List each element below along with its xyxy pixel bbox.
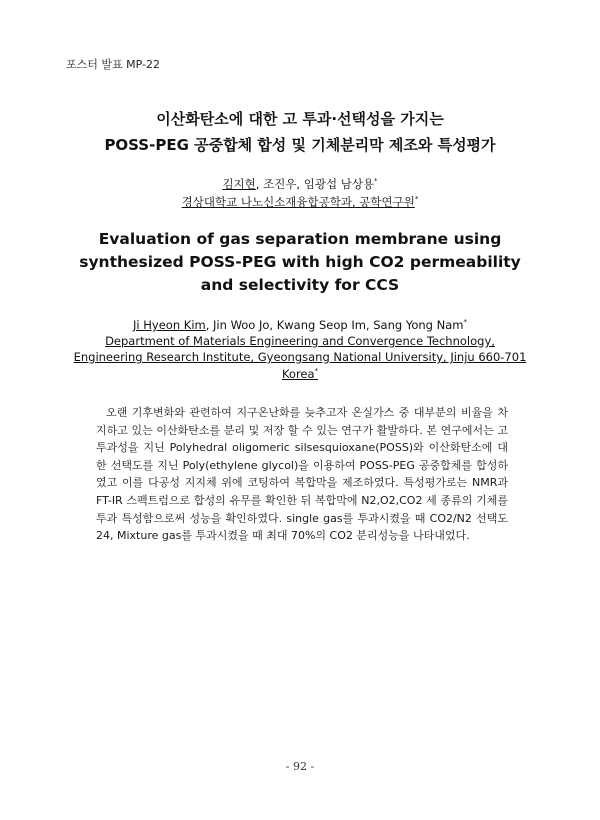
abstract	[96, 404, 508, 545]
english-affiliation-line-2: Engineering Research Institute, Gyeongsang National University, Jinju 660-701	[73, 350, 527, 364]
english-other-authors: , Jin Woo Jo, Kwang Seop Im, Sang Yong Nam	[205, 318, 464, 332]
korean-title-line-2: POSS-PEG 공중합체 합성 및 기체분리막 제조와 특성평가	[104, 136, 496, 154]
english-affiliation-line-3	[0, 367, 600, 381]
korean-first-author: 김지현	[222, 177, 256, 191]
english-first-author: Ji Hyeon Kim	[133, 318, 206, 332]
korean-affiliation-text: 경상대학교 나노신소재융합공학과, 공학연구원	[181, 195, 415, 209]
english-title-line-1: Evaluation of gas separation membrane using	[98, 230, 502, 248]
korean-corresponding-mark: *	[374, 177, 378, 186]
korean-authors	[0, 176, 600, 192]
english-corresponding-mark: *	[463, 318, 467, 327]
english-title-line-3: and selectivity for CCS	[200, 276, 400, 294]
page-number: - 92 -	[285, 760, 315, 773]
korean-affiliation	[0, 194, 600, 210]
session-label: 포스터 발표 MP-22	[66, 58, 160, 71]
korean-title-line-1: 이산화탄소에 대한 고 투과·선택성을 가지는	[156, 110, 444, 128]
korean-affiliation-mark: *	[414, 195, 419, 204]
abstract-paragraph: 오랜 기후변화와 관련하여 지구온난화를 늦추고자 온실가스 중 대부분의 비율을 차지하고 있는 이산화탄소를 분리 및 저장 할 수 있는 연구가 활발하다. 본 연구에서는 고 투과성을 지닌 Polyhedral oligomeric silsesquioxane(POSS)와 이산화탄소에 대한 선택도를 지닌 Poly(ethylene glycol)을 이용하여 POSS-PEG 공중합체를 합성하였고 이를 다공성 지지체 위에 코팅하여 복합막을 제조하였다. 특성평가로는 NMR과 FT-IR 스펙트럼으로 합성의 유무를 확인한 뒤 복합막에 N2,O2,CO2 세 종류의 기체를 투과 특성함으로써 성능을 확인하였다. single gas를 투과시켰을 때 CO2/N2 선택도 24, Mixture gas를 투과시켰을 때 최대 70%의 CO2 분리성능을 나타내었다.	[96, 406, 508, 543]
english-authors	[0, 318, 600, 332]
english-affiliation-mark: *	[314, 367, 319, 376]
korean-other-authors: , 조진우, 임광섭 남상용	[255, 177, 375, 191]
english-affiliation-country: Korea	[281, 367, 315, 381]
english-affiliation-line-1: Department of Materials Engineering and Convergence Technology,	[105, 334, 495, 348]
english-title-line-2: synthesized POSS-PEG with high CO2 permeability	[79, 253, 521, 271]
